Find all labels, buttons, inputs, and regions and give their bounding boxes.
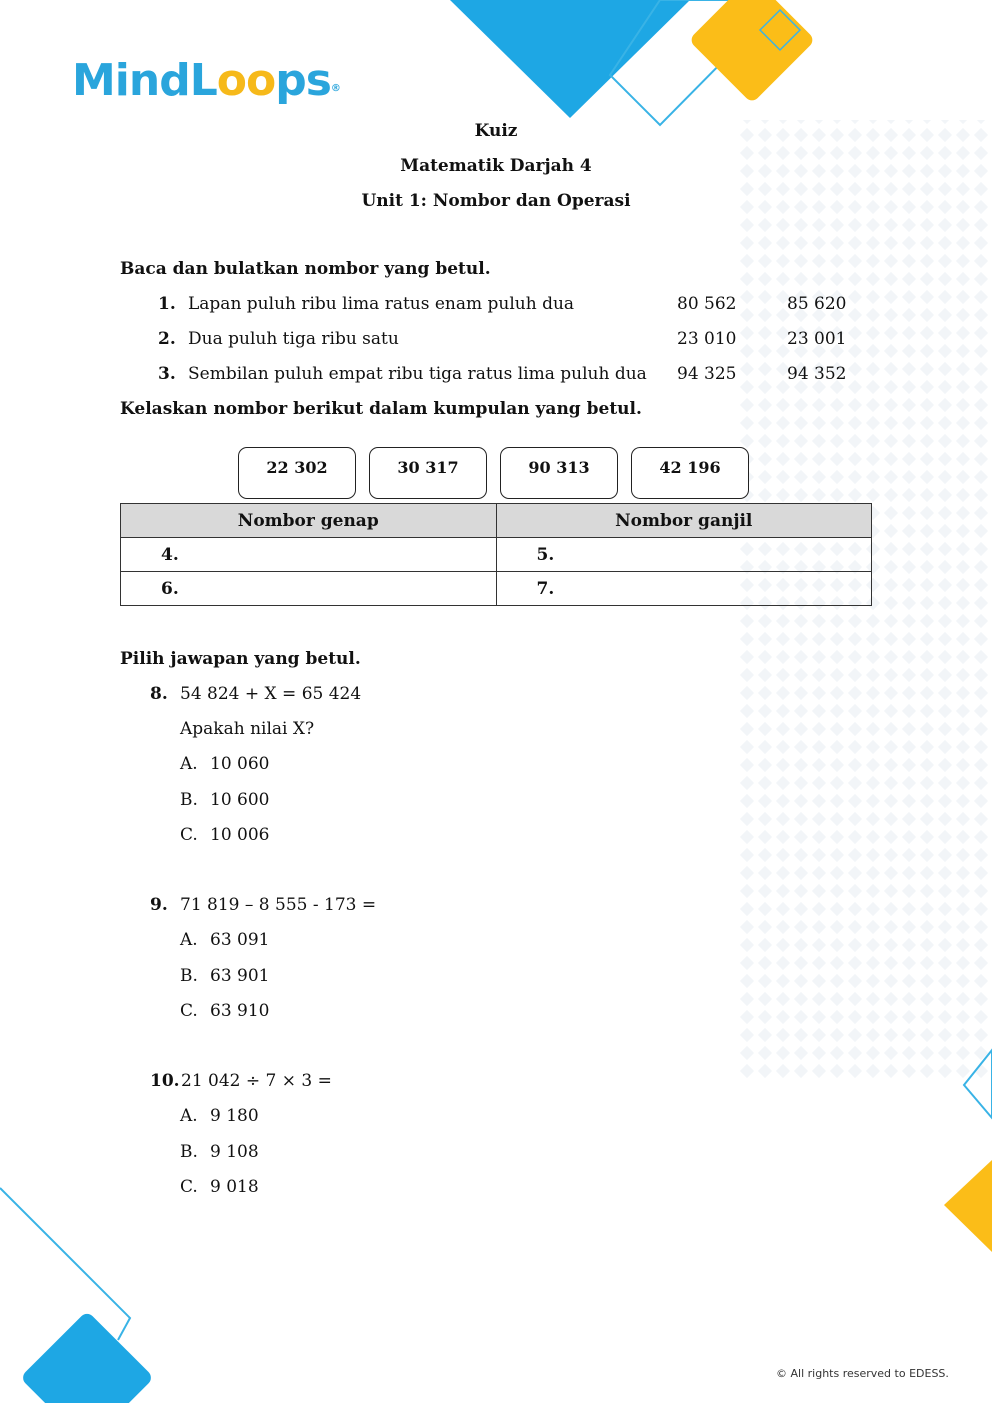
odd-numbers-header: Nombor ganjil — [496, 504, 872, 538]
item-text: Dua puluh tiga ribu satu — [188, 329, 399, 349]
section3-heading: Pilih jawapan yang betul. — [120, 649, 361, 669]
option-letter: C. — [180, 825, 198, 845]
option-letter: B. — [180, 966, 198, 986]
option-value[interactable]: 9 180 — [210, 1106, 259, 1126]
option-letter: A. — [180, 1106, 198, 1126]
section2-heading: Kelaskan nombor berikut dalam kumpulan yang betul. — [120, 399, 642, 419]
answer-cell-4[interactable]: 4. — [121, 538, 497, 572]
copyright-footer: © All rights reserved to EDESS. — [776, 1367, 949, 1380]
option-value[interactable]: 9 018 — [210, 1177, 259, 1197]
item-text: Sembilan puluh empat ribu tiga ratus lima puluh dua — [188, 364, 647, 384]
option-value[interactable]: 63 091 — [210, 930, 270, 950]
question-text: 71 819 – 8 555 - 173 = — [180, 895, 377, 915]
question-number: 10. — [150, 1071, 180, 1091]
table-header-row — [121, 504, 872, 538]
option-letter: A. — [180, 754, 198, 774]
option-value[interactable]: 10 600 — [210, 790, 270, 810]
table-row — [121, 572, 872, 606]
option-letter: C. — [180, 1177, 198, 1197]
quiz-title: Kuiz — [474, 121, 518, 141]
subject-title: Matematik Darjah 4 — [400, 156, 592, 176]
option-letter: B. — [180, 790, 198, 810]
option-value[interactable]: 9 108 — [210, 1142, 259, 1162]
choice-option-2[interactable]: 85 620 — [787, 294, 847, 314]
choice-option-1[interactable]: 94 325 — [677, 364, 737, 384]
logo-text-part-c: ps — [275, 55, 331, 106]
choice-option-1[interactable]: 80 562 — [677, 294, 737, 314]
item-number: 1. — [158, 294, 176, 314]
option-letter: C. — [180, 1001, 198, 1021]
mindloops-logo — [72, 56, 340, 106]
question-text: 54 824 + X = 65 424 — [180, 684, 362, 704]
choice-option-2[interactable]: 23 001 — [787, 329, 847, 349]
item-number: 2. — [158, 329, 176, 349]
section1-heading: Baca dan bulatkan nombor yang betul. — [120, 259, 491, 279]
logo-text-part-b: oo — [216, 55, 276, 106]
question-text: 21 042 ÷ 7 × 3 = — [181, 1071, 332, 1091]
option-value[interactable]: 10 060 — [210, 754, 270, 774]
choice-option-1[interactable]: 23 010 — [677, 329, 737, 349]
unit-title: Unit 1: Nombor dan Operasi — [361, 191, 631, 211]
answer-cell-6[interactable]: 6. — [121, 572, 497, 606]
number-card[interactable]: 30 317 — [369, 447, 487, 499]
classification-table — [120, 503, 872, 606]
option-value[interactable]: 63 910 — [210, 1001, 270, 1021]
logo-text-part-a: MindL — [72, 55, 217, 106]
number-card[interactable]: 22 302 — [238, 447, 356, 499]
answer-cell-7[interactable]: 7. — [496, 572, 872, 606]
option-letter: B. — [180, 1142, 198, 1162]
item-text: Lapan puluh ribu lima ratus enam puluh dua — [188, 294, 575, 314]
option-value[interactable]: 10 006 — [210, 825, 270, 845]
question-number: 8. — [150, 684, 168, 704]
option-value[interactable]: 63 901 — [210, 966, 270, 986]
even-numbers-header: Nombor genap — [121, 504, 497, 538]
number-card[interactable]: 90 313 — [500, 447, 618, 499]
answer-cell-5[interactable]: 5. — [496, 538, 872, 572]
table-row — [121, 538, 872, 572]
choice-option-2[interactable]: 94 352 — [787, 364, 847, 384]
question-subtext: Apakah nilai X? — [180, 719, 315, 739]
registered-mark: ® — [330, 83, 340, 94]
number-card[interactable]: 42 196 — [631, 447, 749, 499]
item-number: 3. — [158, 364, 176, 384]
option-letter: A. — [180, 930, 198, 950]
question-number: 9. — [150, 895, 168, 915]
